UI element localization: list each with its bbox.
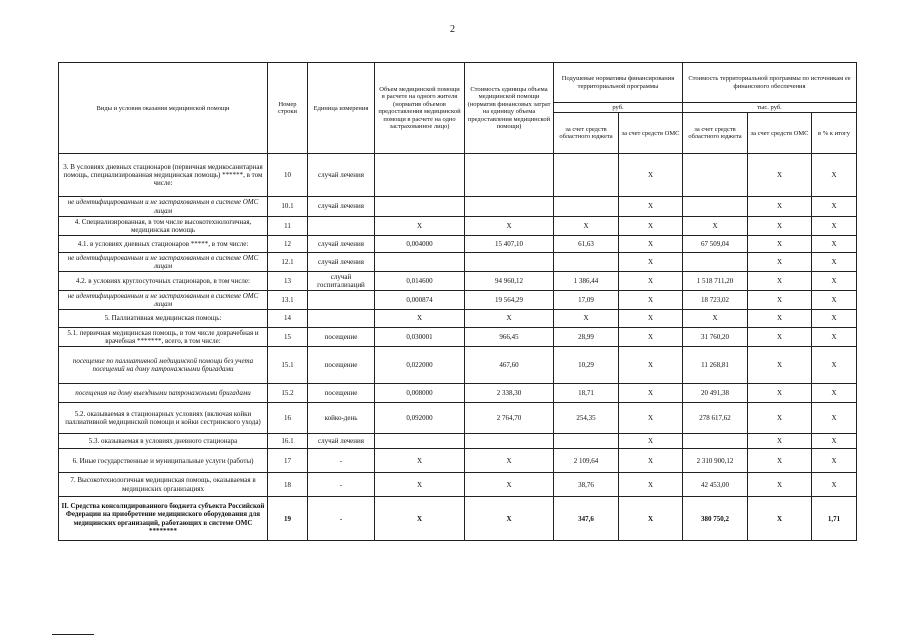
cell-pct: X xyxy=(812,235,857,252)
cell-cost: 2 338,30 xyxy=(465,384,554,403)
cell-nb: 2 109,64 xyxy=(554,449,619,473)
table-row xyxy=(59,290,857,309)
header-norms-unit: руб. xyxy=(554,103,683,113)
cell-cb: 20 491,38 xyxy=(683,384,748,403)
cell-cb: 278 617,62 xyxy=(683,403,748,434)
cell-noms: X xyxy=(619,327,683,346)
cell-num: 12.1 xyxy=(268,252,308,271)
cell-cost: 966,45 xyxy=(465,327,554,346)
footnote-divider xyxy=(52,634,94,635)
cell-unit: случай лечения xyxy=(308,154,375,197)
cell-pct: X xyxy=(812,197,857,216)
cell-num: 14 xyxy=(268,309,308,327)
cell-num: 15 xyxy=(268,327,308,346)
cell-noms: X xyxy=(619,216,683,235)
cell-unit xyxy=(308,309,375,327)
cell-nb: 18,71 xyxy=(554,384,619,403)
cell-nb xyxy=(554,434,619,449)
table-body xyxy=(59,154,857,541)
cell-nb: 347,6 xyxy=(554,497,619,541)
cell-noms: X xyxy=(619,347,683,384)
cell-cost xyxy=(465,154,554,197)
cell-vol: 0,004000 xyxy=(375,235,465,252)
cell-vol xyxy=(375,154,465,197)
cell-unit: - xyxy=(308,473,375,497)
cell-label: II. Средства консолидированного бюджета субъекта Российской Федерации на приобретение медицинского оборудования для медицинских организаций, работающих в системе ОМС ******** xyxy=(59,497,268,541)
cell-label: не идентифицированным и не застрахованным в системе ОМС лицам xyxy=(59,197,268,216)
cell-vol: 0,030001 xyxy=(375,327,465,346)
cell-noms: X xyxy=(619,403,683,434)
cell-vol: 0,014600 xyxy=(375,271,465,290)
cell-label: 4.1. в условиях дневных стационаров *****, в том числе: xyxy=(59,235,268,252)
header-cost-unit: тыс. руб. xyxy=(683,103,857,113)
header-cost-oms: за счет средств ОМС xyxy=(748,113,812,154)
cell-vol xyxy=(375,252,465,271)
cell-nb: 28,99 xyxy=(554,327,619,346)
cell-label: 4.2. в условиях круглосуточных стационаров, в том числе: xyxy=(59,271,268,290)
cell-label: 6. Иные государственные и муниципальные услуги (работы) xyxy=(59,449,268,473)
header-volume: Объем медицинской помощи в расчете на одного жителя (норматив объемов предоставления медицинской помощи в расчете на одно застрахованное лицо) xyxy=(375,63,465,154)
cell-cost: 467,60 xyxy=(465,347,554,384)
cell-cost: X xyxy=(465,497,554,541)
cell-unit: случай лечения xyxy=(308,197,375,216)
table-row xyxy=(59,497,857,541)
cell-num: 10 xyxy=(268,154,308,197)
cell-coms: X xyxy=(748,216,812,235)
cell-vol: X xyxy=(375,497,465,541)
header-norms-budget: за счет средств областного юджета xyxy=(554,113,619,154)
cell-unit: посещение xyxy=(308,347,375,384)
cell-noms: X xyxy=(619,235,683,252)
header-row-number: Номер строки xyxy=(268,63,308,154)
cell-nb: X xyxy=(554,216,619,235)
cell-pct: X xyxy=(812,327,857,346)
cell-num: 12 xyxy=(268,235,308,252)
cell-pct: X xyxy=(812,252,857,271)
cell-noms: X xyxy=(619,473,683,497)
cell-cb: 1 518 711,20 xyxy=(683,271,748,290)
cell-noms: X xyxy=(619,252,683,271)
header-types: Виды и условия оказания медицинской помощи xyxy=(59,63,268,154)
cell-num: 13.1 xyxy=(268,290,308,309)
cell-coms: X xyxy=(748,473,812,497)
cell-pct: 1,71 xyxy=(812,497,857,541)
cell-nb xyxy=(554,154,619,197)
cell-pct: X xyxy=(812,216,857,235)
cell-num: 11 xyxy=(268,216,308,235)
cell-cb: 67 509,04 xyxy=(683,235,748,252)
cell-cb: 31 760,20 xyxy=(683,327,748,346)
cell-num: 10.1 xyxy=(268,197,308,216)
cell-num: 17 xyxy=(268,449,308,473)
cell-pct: X xyxy=(812,309,857,327)
cell-coms: X xyxy=(748,154,812,197)
cell-unit xyxy=(308,290,375,309)
cell-coms: X xyxy=(748,290,812,309)
cell-pct: X xyxy=(812,384,857,403)
cell-coms: X xyxy=(748,497,812,541)
cell-vol: X xyxy=(375,309,465,327)
cell-unit xyxy=(308,216,375,235)
cell-coms: X xyxy=(748,235,812,252)
cell-cb: 11 268,81 xyxy=(683,347,748,384)
table-row xyxy=(59,216,857,235)
cell-label: не идентифицированным и не застрахованным в системе ОМС лицам xyxy=(59,290,268,309)
cell-coms: X xyxy=(748,309,812,327)
cell-cb: X xyxy=(683,309,748,327)
cell-pct: X xyxy=(812,473,857,497)
program-cost-table xyxy=(58,62,857,541)
header-unit: Единица измерения xyxy=(308,63,375,154)
cell-label: не идентифицированным и не застрахованным в системе ОМС лицам xyxy=(59,252,268,271)
cell-pct: X xyxy=(812,434,857,449)
table-row xyxy=(59,252,857,271)
header-norms-oms: за счет средств ОМС xyxy=(619,113,683,154)
cell-vol xyxy=(375,197,465,216)
table-row xyxy=(59,327,857,346)
cell-pct: X xyxy=(812,403,857,434)
table-row xyxy=(59,197,857,216)
cell-vol: 0,092000 xyxy=(375,403,465,434)
cell-label: посещения на дому выездными патронажными бригадами xyxy=(59,384,268,403)
cell-nb: 1 386,44 xyxy=(554,271,619,290)
cell-cb xyxy=(683,434,748,449)
cell-cb xyxy=(683,252,748,271)
cell-pct: X xyxy=(812,449,857,473)
cell-nb xyxy=(554,197,619,216)
cell-num: 19 xyxy=(268,497,308,541)
cell-cb xyxy=(683,197,748,216)
cell-cb: 380 750,2 xyxy=(683,497,748,541)
cell-noms: X xyxy=(619,309,683,327)
cell-num: 16 xyxy=(268,403,308,434)
cell-num: 15.1 xyxy=(268,347,308,384)
cell-pct: X xyxy=(812,290,857,309)
cell-label: 5.3. оказываемая в условиях дневного стационара xyxy=(59,434,268,449)
table-row xyxy=(59,384,857,403)
cell-label: посещение по паллиативной медицинской помощи без учета посещений на дому патронажными бригадами xyxy=(59,347,268,384)
cell-unit: посещение xyxy=(308,327,375,346)
cell-coms: X xyxy=(748,347,812,384)
cell-vol: 0,000874 xyxy=(375,290,465,309)
table-row xyxy=(59,347,857,384)
cell-cost: 15 407,10 xyxy=(465,235,554,252)
cell-coms: X xyxy=(748,384,812,403)
cell-coms: X xyxy=(748,434,812,449)
cell-unit: случай лечения xyxy=(308,252,375,271)
cell-num: 16.1 xyxy=(268,434,308,449)
table-row xyxy=(59,154,857,197)
cell-label: 5.1. первичная медицинская помощь, в том числе доврачебная и врачебная *******, всего, в том числе: xyxy=(59,327,268,346)
cell-unit: случай госпитализаций xyxy=(308,271,375,290)
cell-cb: X xyxy=(683,216,748,235)
cell-coms: X xyxy=(748,449,812,473)
header-cost-budget: за счет средств областного юджета xyxy=(683,113,748,154)
cell-nb: X xyxy=(554,309,619,327)
cell-unit: случай лечения xyxy=(308,235,375,252)
cell-cost: X xyxy=(465,309,554,327)
table-row xyxy=(59,403,857,434)
cell-num: 13 xyxy=(268,271,308,290)
header-per-capita-norms: Подушевые нормативы финансирования территориальной программы xyxy=(554,63,683,103)
cell-cost: 94 960,12 xyxy=(465,271,554,290)
cell-cost: X xyxy=(465,449,554,473)
cell-label: 5.2. оказываемая в стационарных условиях (включая койки паллиативной медицинской помощи и койки сестринского ухода) xyxy=(59,403,268,434)
cell-cb: 42 453,00 xyxy=(683,473,748,497)
cell-cost: 19 564,29 xyxy=(465,290,554,309)
table-row xyxy=(59,434,857,449)
cell-vol: 0,022000 xyxy=(375,347,465,384)
cell-cost: X xyxy=(465,473,554,497)
cell-coms: X xyxy=(748,403,812,434)
cell-coms: X xyxy=(748,327,812,346)
cell-unit: посещение xyxy=(308,384,375,403)
cell-coms: X xyxy=(748,252,812,271)
cell-cb: 18 723,02 xyxy=(683,290,748,309)
table-row xyxy=(59,309,857,327)
cell-vol: 0,008000 xyxy=(375,384,465,403)
table-row xyxy=(59,271,857,290)
cell-num: 18 xyxy=(268,473,308,497)
cell-nb: 10,29 xyxy=(554,347,619,384)
cell-noms: X xyxy=(619,384,683,403)
cell-cost: X xyxy=(465,216,554,235)
page-number: 2 xyxy=(450,24,455,35)
table-row xyxy=(59,473,857,497)
cell-noms: X xyxy=(619,197,683,216)
cell-cost: 2 764,70 xyxy=(465,403,554,434)
cell-noms: X xyxy=(619,497,683,541)
table-row xyxy=(59,449,857,473)
cell-vol: X xyxy=(375,216,465,235)
cell-noms: X xyxy=(619,271,683,290)
cell-unit: случай лечения xyxy=(308,434,375,449)
cell-noms: X xyxy=(619,434,683,449)
cell-cost xyxy=(465,252,554,271)
cell-nb: 61,63 xyxy=(554,235,619,252)
cell-coms: X xyxy=(748,197,812,216)
cell-num: 15.2 xyxy=(268,384,308,403)
cell-cb xyxy=(683,154,748,197)
cell-coms: X xyxy=(748,271,812,290)
cell-label: 4. Специализированная, в том числе высокотехнологичная, медицинская помощь xyxy=(59,216,268,235)
cell-vol: X xyxy=(375,473,465,497)
cell-nb xyxy=(554,252,619,271)
cell-unit: койко-день xyxy=(308,403,375,434)
cell-label: 3. В условиях дневных стационаров (первичная медикосанитарная помощь, специализированная медицинская помощь) ******, в том числе: xyxy=(59,154,268,197)
cell-pct: X xyxy=(812,347,857,384)
cell-vol xyxy=(375,434,465,449)
cell-pct: X xyxy=(812,154,857,197)
cell-noms: X xyxy=(619,290,683,309)
table-row xyxy=(59,235,857,252)
header-unit-cost: Стоимость единицы объема медицинской помощи (норматив финансовых затрат на единицу объема предоставления медицинской помощи) xyxy=(465,63,554,154)
cell-pct: X xyxy=(812,271,857,290)
cell-cost xyxy=(465,197,554,216)
cell-nb: 254,35 xyxy=(554,403,619,434)
header-cost-percent: в % к итогу xyxy=(812,113,857,154)
cell-label: 7. Высокотехнологичная медицинская помощь, оказываемая в медицинских организациях xyxy=(59,473,268,497)
cell-unit: - xyxy=(308,449,375,473)
cell-nb: 38,76 xyxy=(554,473,619,497)
cell-noms: X xyxy=(619,449,683,473)
cell-unit: - xyxy=(308,497,375,541)
cell-noms: X xyxy=(619,154,683,197)
cell-cb: 2 310 900,12 xyxy=(683,449,748,473)
cell-nb: 17,09 xyxy=(554,290,619,309)
cell-label: 5. Паллиативная медицинская помощь: xyxy=(59,309,268,327)
header-program-cost: Стоимость территориальной программы по источникам ее финансового обеспечения xyxy=(683,63,857,103)
cell-vol: X xyxy=(375,449,465,473)
cell-cost xyxy=(465,434,554,449)
